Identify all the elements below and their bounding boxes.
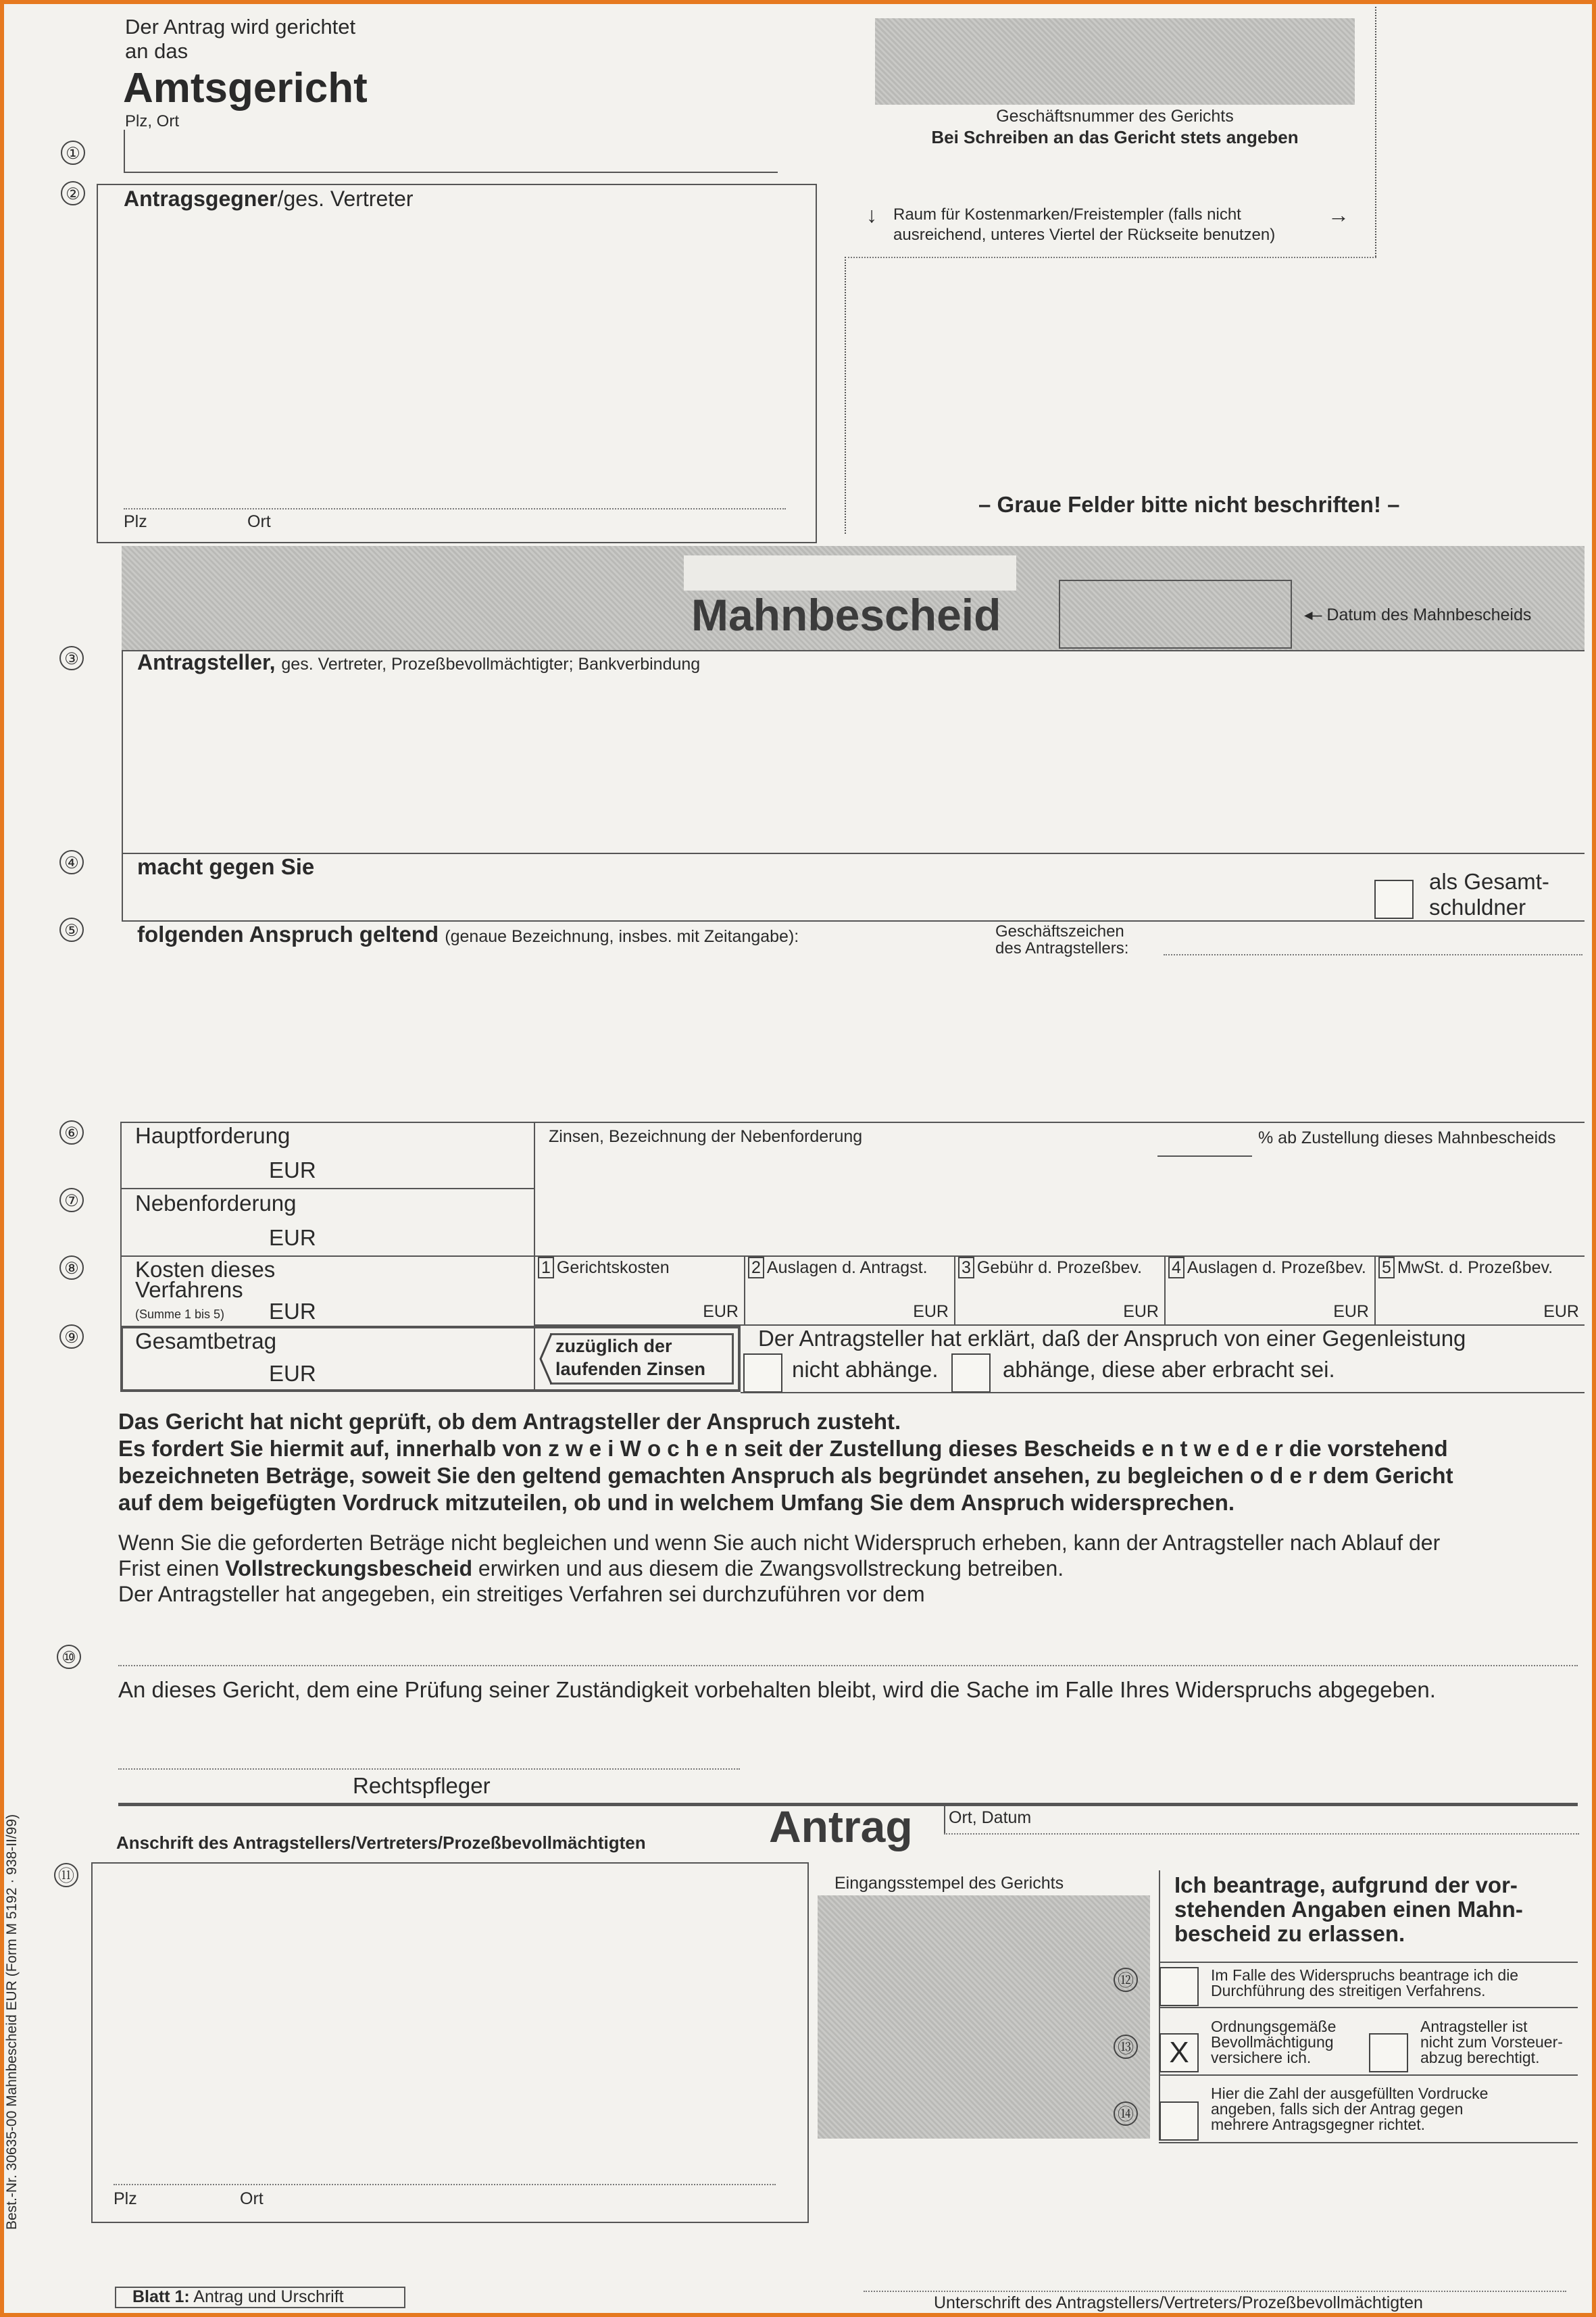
main-claim-label: Hauptforderung	[135, 1123, 291, 1148]
legal-line2	[118, 1555, 1440, 1581]
addressed-line2: an das	[125, 39, 189, 63]
respondent-label	[124, 186, 414, 211]
not-dependent-checkbox[interactable]	[743, 1353, 782, 1393]
legal-line1: Wenn Sie die geforderten Beträge nicht begleichen und wenn Sie auch nicht Widerspruch erheben, kann der Antragsteller nach Ablauf der	[118, 1530, 1441, 1555]
total-eur: EUR	[269, 1361, 316, 1386]
field-number-10: ⑩	[57, 1645, 81, 1669]
no-input-tax-checkbox[interactable]	[1369, 2033, 1408, 2072]
field-number-4: ④	[59, 850, 84, 874]
field-number-9: ⑨	[59, 1324, 84, 1349]
applicant-plz-line	[114, 2184, 776, 2185]
field-number-7: ⑦	[59, 1188, 84, 1212]
cost-item-label	[1168, 1258, 1366, 1278]
cost-item-eur: EUR	[1123, 1302, 1159, 1321]
interest-label: Zinsen, Bezeichnung der Nebenforderung	[549, 1127, 863, 1146]
authorization-label	[1211, 2019, 1336, 2066]
option13-line3: versichere ich.	[1211, 2049, 1312, 2066]
cost-item-label	[1378, 1258, 1553, 1278]
cost-item-number: 5	[1378, 1257, 1395, 1278]
clerk-label: Rechtspfleger	[353, 1773, 491, 1798]
applicant-reference-input[interactable]	[1164, 954, 1582, 955]
cost-item-eur: EUR	[703, 1302, 739, 1321]
field-number-8: ⑧	[59, 1255, 84, 1280]
place-date-input[interactable]	[944, 1833, 1579, 1835]
court-stamp-gray-field	[818, 1895, 1150, 2139]
transfer-notice: An dieses Gericht, dem eine Prüfung seiner Zuständigkeit vorbehalten bleibt, wird die Sache im Falle Ihres Widerspruchs abgegeben.	[118, 1677, 1436, 1702]
arrow-down-icon: ↓	[866, 203, 877, 227]
total-label: Gesamtbetrag	[135, 1328, 277, 1353]
respondent-field[interactable]	[97, 184, 817, 543]
respondent-ort-label: Ort	[247, 512, 271, 531]
cost-item-number: 4	[1168, 1257, 1184, 1278]
applicant-field[interactable]	[122, 650, 1585, 922]
field-number-6: ⑥	[59, 1120, 84, 1145]
field-number-14: ⑭	[1114, 2101, 1138, 2126]
field-number-1: ①	[61, 141, 85, 165]
option14-top-line	[1159, 2074, 1578, 2076]
option14-line3: mehrere Antragsgegner richtet.	[1211, 2116, 1426, 2133]
cost-item-2[interactable]	[744, 1255, 954, 1324]
cost-item-text: Gebühr d. Prozeßbev.	[976, 1258, 1143, 1277]
case-number-gray-field	[875, 18, 1355, 105]
dispute-procedure-label	[1211, 1968, 1518, 1999]
row4-top-line	[122, 853, 1585, 854]
option13-line2: Bevollmächtigung	[1211, 2033, 1334, 2051]
option14-line2: angeben, falls sich der Antrag gegen	[1211, 2100, 1464, 2118]
option14-bottom-line	[1159, 2142, 1578, 2143]
gray-fields-notice: – Graue Felder bitte nicht beschriften! –	[978, 492, 1400, 517]
stamp-area-left-line	[845, 257, 846, 534]
legal-bold-line3: bezeichneten Beträge, soweit Sie den geltend gemachten Anspruch als begründet ansehen, zu begleichen o d e r dem Gericht	[118, 1463, 1453, 1488]
main-claim-line	[120, 1188, 534, 1189]
claim-title: folgenden Anspruch geltend	[137, 922, 439, 947]
total-divider	[534, 1326, 535, 1392]
cost-item-number: 3	[958, 1257, 974, 1278]
cost-item-eur: EUR	[913, 1302, 949, 1321]
option12-line1: Im Falle des Widerspruchs beantrage ich die	[1211, 1966, 1519, 1984]
plus-interest-arrow-shape	[539, 1333, 553, 1385]
applicant-reference-label	[995, 923, 1128, 957]
cost-item-text: Gerichtskosten	[556, 1258, 670, 1277]
respondent-title: Antragsgegner	[124, 186, 278, 211]
main-claim-eur: EUR	[269, 1157, 316, 1182]
place-date-label: Ort, Datum	[949, 1808, 1032, 1827]
applicant-address-field[interactable]	[91, 1862, 809, 2223]
case-number-label: Geschäftsnummer des Gerichts	[996, 107, 1234, 126]
field-number-12: ⑫	[1114, 1968, 1138, 1992]
court-plz-ort-label: Plz, Ort	[125, 112, 180, 130]
costs-eur: EUR	[269, 1299, 316, 1324]
cost-item-text: Auslagen d. Prozeßbev.	[1187, 1258, 1366, 1277]
addressed-to	[125, 15, 355, 64]
date-label	[1304, 605, 1531, 625]
legal-line2-bold: Vollstreckungsbescheid	[225, 1556, 473, 1580]
cost-item-number: 2	[748, 1257, 764, 1278]
declaration-bottom-line	[741, 1392, 1585, 1393]
option14-line1: Hier die Zahl der ausgefüllten Vordrucke	[1211, 2085, 1489, 2102]
costs-line1: Kosten dieses	[135, 1257, 276, 1282]
applicant-address-label: Anschrift des Antragstellers/Vertreters/Prozeßbevollmächtigten	[116, 1833, 646, 1853]
cost-item-4[interactable]	[1164, 1255, 1374, 1324]
costs-sum-label: (Summe 1 bis 5)	[135, 1307, 225, 1321]
applicant-label	[137, 650, 700, 675]
dispute-procedure-checkbox[interactable]	[1159, 1967, 1199, 2006]
dependent-label: abhänge, diese aber erbracht sei.	[1003, 1357, 1335, 1382]
field-number-3: ③	[59, 646, 84, 670]
plus-interest-line2: laufenden Zinsen	[555, 1359, 706, 1379]
field-number-5: ⑤	[59, 918, 84, 942]
claim-title-rest: (genaue Bezeichnung, insbes. mit Zeitangabe):	[445, 927, 799, 946]
cost-item-eur: EUR	[1333, 1302, 1369, 1321]
no-input-tax-label	[1420, 2019, 1563, 2066]
joint-debtor-checkbox[interactable]	[1374, 880, 1414, 919]
applicant-ort-label: Ort	[240, 2189, 264, 2208]
request-text	[1174, 1873, 1523, 1946]
option13-line1: Ordnungsgemäße	[1211, 2018, 1337, 2035]
legal-line2-post: erwirken und aus diesem die Zwangsvollstreckung betreiben.	[472, 1556, 1064, 1580]
mahnbescheid-date-field	[1059, 580, 1292, 649]
form-number-side-text: Best.-Nr. 30635-00 Mahnbescheid EUR (Form M 5192 · 938-II/99)	[4, 1814, 20, 2230]
claim-label	[137, 922, 799, 947]
banner-white-slot	[684, 555, 1016, 591]
respondent-plz-line	[124, 508, 786, 509]
date-label-text: Datum des Mahnbescheids	[1326, 605, 1532, 624]
cost-item-eur: EUR	[1543, 1302, 1579, 1321]
sheet-label-rest: Antrag und Urschrift	[189, 2287, 344, 2306]
place-date-divider	[944, 1803, 945, 1833]
request-line3: bescheid zu erlassen.	[1174, 1921, 1405, 1946]
field-number-2: ②	[61, 181, 85, 205]
respondent-title-rest: /ges. Vertreter	[277, 186, 414, 211]
court-for-dispute-input[interactable]	[118, 1665, 1578, 1666]
legal-line3: Der Antragsteller hat angegeben, ein streitiges Verfahren sei durchzuführen vor dem	[118, 1582, 925, 1606]
sheet-label-bold: Blatt 1:	[132, 2287, 190, 2306]
stamp-area-line1: Raum für Kostenmarken/Freistempler (falls nicht	[893, 205, 1241, 224]
cost-item-number: 1	[538, 1257, 554, 1278]
cost-item-text: Auslagen d. Antragst.	[766, 1258, 928, 1277]
not-dependent-label: nicht abhänge.	[792, 1357, 939, 1382]
interest-rate-input[interactable]	[1157, 1155, 1252, 1157]
field-number-13: ⑬	[1114, 2035, 1138, 2059]
legal-bold-line2: Es fordert Sie hiermit auf, innerhalb von z w e i W o c h e n seit der Zustellung dieses Bescheids e n t w e d e r die vorstehend	[118, 1436, 1448, 1461]
costs-label	[135, 1257, 276, 1302]
option13b-line3: abzug berechtigt.	[1420, 2049, 1540, 2066]
authorization-checkbox[interactable]: X	[1159, 2033, 1199, 2072]
request-line1: Ich beantrage, aufgrund der vor-	[1174, 1872, 1518, 1897]
cost-item-label	[748, 1258, 928, 1278]
sheet-label	[132, 2287, 344, 2307]
option13b-line2: nicht zum Vorsteuer-	[1420, 2033, 1563, 2051]
legal-notice-bold	[118, 1408, 1453, 1516]
stamp-area-label	[893, 205, 1275, 245]
respondent-plz-label: Plz	[124, 512, 147, 531]
cost-item-1[interactable]	[534, 1255, 744, 1324]
arrow-right-icon: →	[1328, 203, 1349, 227]
signature-label: Unterschrift des Antragstellers/Vertreters/Prozeßbevollmächtigten	[934, 2293, 1423, 2312]
court-address-field[interactable]	[124, 130, 778, 173]
option13-top-line	[1159, 2007, 1578, 2008]
option12-line2: Durchführung des streitigen Verfahrens.	[1211, 1982, 1486, 1999]
applicant-title: Antragsteller,	[137, 650, 276, 674]
stamp-area-border	[1375, 7, 1376, 257]
court-stamp-label: Eingangsstempel des Gerichts	[834, 1874, 1064, 1893]
legal-notice-text	[118, 1530, 1440, 1607]
joint-debtor-line1: als Gesamt-	[1429, 869, 1549, 894]
plus-interest-label	[555, 1335, 705, 1380]
request-line2: stehenden Angaben einen Mahn-	[1174, 1897, 1523, 1922]
reference-line1: Geschäftszeichen	[995, 922, 1124, 941]
legal-line2-pre: Frist einen	[118, 1556, 226, 1580]
clerk-signature-line	[118, 1768, 740, 1770]
amounts-top-line	[120, 1122, 1585, 1123]
declaration-text: Der Antragsteller hat erklärt, daß der Anspruch von einer Gegenleistung	[758, 1326, 1466, 1351]
signature-line[interactable]	[864, 2291, 1566, 2292]
reference-line2: des Antragstellers:	[995, 939, 1129, 957]
antrag-title: Antrag	[769, 1801, 913, 1851]
stamp-area-line2: ausreichend, unteres Viertel der Rückseite benutzen)	[893, 226, 1276, 244]
addressed-line1: Der Antrag wird gerichtet	[125, 15, 356, 39]
mahnbescheid-title: Mahnbescheid	[691, 590, 1001, 640]
sheet-count-field[interactable]	[1159, 2101, 1199, 2141]
makes-against-label: macht gegen Sie	[137, 854, 315, 879]
applicant-title-rest: ges. Vertreter, Prozeßbevollmächtigter; Bankverbindung	[281, 655, 701, 674]
cost-item-label	[538, 1258, 670, 1278]
court-title: Amtsgericht	[123, 65, 368, 111]
field-number-11: ⑪	[54, 1863, 78, 1887]
cost-item-label	[958, 1258, 1142, 1278]
stamp-area-top-line	[845, 257, 1376, 258]
interest-right-label: % ab Zustellung dieses Mahnbescheids	[1258, 1128, 1556, 1147]
sheet-count-label	[1211, 2086, 1488, 2133]
joint-debtor-label	[1429, 869, 1549, 920]
costs-line2: Verfahrens	[135, 1277, 243, 1302]
option12-top-line	[1159, 1962, 1578, 1963]
applicant-plz-label: Plz	[114, 2189, 137, 2208]
legal-bold-line1: Das Gericht hat nicht geprüft, ob dem Antragsteller der Anspruch zusteht.	[118, 1409, 901, 1434]
side-claim-eur: EUR	[269, 1225, 316, 1250]
cost-item-3[interactable]	[954, 1255, 1164, 1324]
case-number-hint: Bei Schreiben an das Gericht stets angeben	[931, 127, 1299, 147]
plus-interest-line1: zuzüglich der	[555, 1336, 672, 1356]
cost-item-5[interactable]	[1374, 1255, 1585, 1324]
side-claim-label: Nebenforderung	[135, 1191, 297, 1216]
legal-bold-line4: auf dem beigefügten Vordruck mitzuteilen, ob und in welchem Umfang Sie dem Anspruch widersprechen.	[118, 1490, 1235, 1515]
dependent-checkbox[interactable]	[951, 1353, 991, 1393]
cost-item-text: MwSt. d. Prozeßbev.	[1397, 1258, 1553, 1277]
option13b-line1: Antragsteller ist	[1420, 2018, 1528, 2035]
arrow-left-icon: ◂–	[1304, 605, 1327, 624]
joint-debtor-line2: schuldner	[1429, 895, 1526, 920]
